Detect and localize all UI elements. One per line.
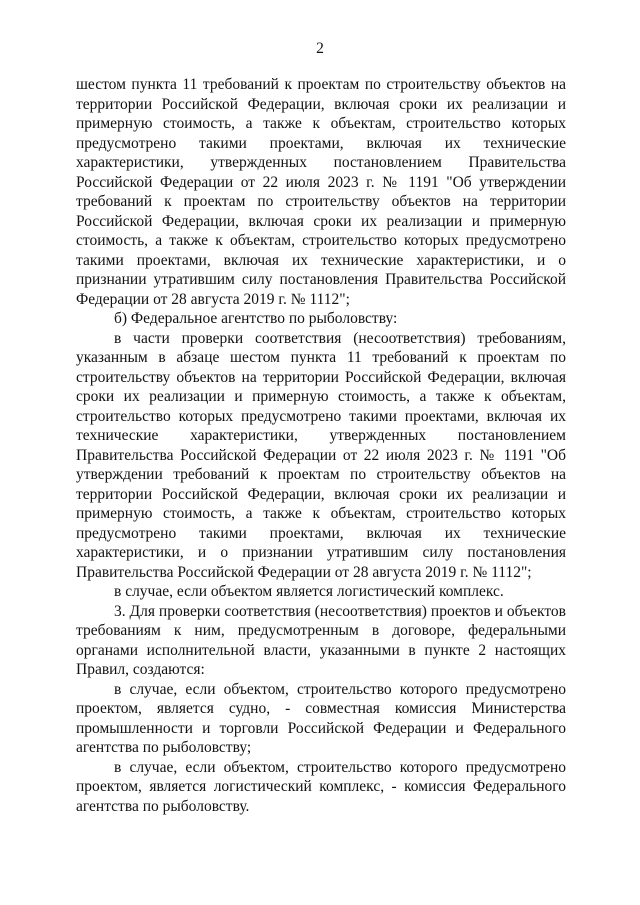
page-number: 2 <box>316 40 324 57</box>
paragraph-vessel-commission: в случае, если объектом, строительство которого предусмотрено проектом, является судно, - совместная комиссия Министерства промышленности и торговли Российской Федерации и Федерального агентства по рыболовству; <box>76 680 566 756</box>
paragraph-item-3: 3. Для проверки соответствия (несоответствия) проектов и объектов требованиям к ним, предусмотренным в договоре, федеральными органами исполнительной власти, указанными в пункте 2 настоящих Правил, создаются: <box>76 602 566 678</box>
paragraph-subitem-b: б) Федеральное агентство по рыболовству: <box>114 310 398 327</box>
paragraph-continuation: шестом пункта 11 требований к проектам по строительству объектов на территории Российской Федерации, включая сроки их реализации и примерную стоимость, а также к объектам, строительство которых предусмотрено такими проектами, включая их технические характеристики, утвержденных постановлением Правительства Российской Федерации от 22 июля 2023 г. № 1191 "Об утверждении требований к проектам по строительству объектов на территории Российской Федерации, включая сроки их реализации и примерную стоимость, а также к объектам, строительство которых предусмотрено такими проектами, включая их технические характеристики, и о признании утратившим силу постановления Правительства Российской Федерации от 28 августа 2019 г. № 1112"; <box>76 76 566 308</box>
document-body <box>76 75 566 816</box>
paragraph-logistics-case: в случае, если объектом является логистический комплекс. <box>114 583 504 600</box>
paragraph-verification-scope: в части проверки соответствия (несоответствия) требованиям, указанным в абзаце шестом пункта 11 требований к проектам по строительству объектов на территории Российской Федерации, включая сроки их реализации и примерную стоимость, а также к объектам, строительство которых предусмотрено такими проектами, включая их технические характеристики, утвержденных постановлением Правительства Российской Федерации от 22 июля 2023 г. № 1191 "Об утверждении требований к проектам по строительству объектов на территории Российской Федерации, включая сроки их реализации и примерную стоимость, а также к объектам, строительство которых предусмотрено такими проектами, включая их технические характеристики, и о признании утратившим силу постановления Правительства Российской Федерации от 28 августа 2019 г. № 1112"; <box>76 329 566 581</box>
paragraph-logistics-commission: в случае, если объектом, строительство которого предусмотрено проектом, является логистический комплекс, - комиссия Федерального агентства по рыболовству. <box>76 758 566 815</box>
